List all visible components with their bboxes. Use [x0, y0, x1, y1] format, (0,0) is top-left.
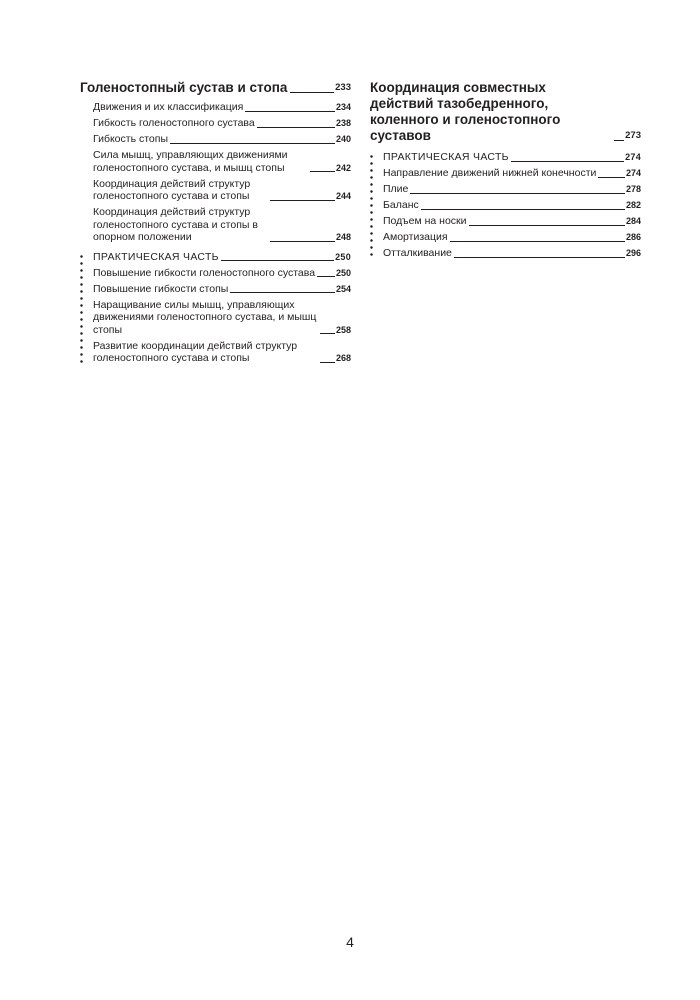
practice-heading[interactable]	[80, 251, 351, 264]
entry-title: Амортизация	[383, 231, 448, 243]
entry-title: Координация действий структур голеностопного сустава и стопы в опорном положении	[93, 206, 258, 243]
entry-title: Гибкость голеностопного сустава	[93, 117, 255, 129]
toc-entry[interactable]	[80, 101, 351, 114]
entry-page: 278	[625, 184, 641, 194]
leader-line	[170, 143, 335, 144]
toc-entry[interactable]	[80, 299, 351, 337]
toc-entry[interactable]	[370, 231, 641, 244]
leader-line	[270, 241, 335, 242]
entry-title: Развитие координации действий структур голеностопного сустава и стопы	[93, 339, 298, 364]
practice-heading-title: ПРАКТИЧЕСКАЯ ЧАСТЬ	[383, 151, 509, 163]
entry-page: 238	[335, 118, 351, 128]
entry-page: 248	[335, 232, 351, 242]
leader-line	[469, 225, 625, 226]
entry-title: Отталкивание	[383, 247, 452, 259]
leader-line	[450, 241, 625, 242]
leader-line	[320, 362, 335, 363]
entry-page: 240	[335, 134, 351, 144]
toc-entry[interactable]	[80, 149, 351, 174]
entry-page: 244	[335, 191, 351, 201]
entry-title: Наращивание силы мышц, управляющих движениями голеностопного сустава, и мышц стопы	[93, 298, 317, 336]
entry-title: Повышение гибкости стопы	[93, 282, 229, 295]
practice-heading-page: 274	[625, 152, 641, 162]
leader-line	[270, 200, 335, 201]
chapter-title: Голеностопный сустав и стопа	[80, 80, 288, 95]
entry-page: 268	[335, 353, 351, 363]
leader-line	[320, 333, 335, 334]
entry-title: Баланс	[383, 199, 419, 211]
leader-line	[245, 111, 335, 112]
chapter-title: Координация совместных действий тазобедренного, коленного и голеностопного суставов	[370, 80, 561, 143]
entry-title: Сила мышц, управляющих движениями голеностопного сустава, и мышц стопы	[93, 149, 288, 174]
entry-title: Повышение гибкости голеностопного сустава	[93, 266, 316, 279]
chapter-page: 233	[335, 82, 351, 93]
toc-entry[interactable]	[370, 199, 641, 212]
toc-entry[interactable]	[370, 167, 641, 180]
entry-page: 286	[625, 232, 641, 242]
leader-line	[230, 292, 335, 293]
toc-entry[interactable]	[80, 117, 351, 130]
practice-heading-title: ПРАКТИЧЕСКАЯ ЧАСТЬ	[93, 250, 219, 263]
practice-heading[interactable]	[370, 151, 641, 164]
leader-line	[598, 177, 625, 178]
leader-line	[421, 209, 625, 210]
toc-column-left	[80, 80, 351, 368]
leader-line	[410, 193, 625, 194]
toc-entry[interactable]	[80, 340, 351, 365]
leader-line	[454, 257, 625, 258]
page-number: 4	[346, 934, 354, 950]
toc-entry[interactable]	[370, 247, 641, 260]
leader-line	[290, 92, 334, 93]
dotted-marker	[370, 153, 373, 260]
practice-section	[370, 151, 641, 260]
toc-entry[interactable]	[80, 283, 351, 296]
practice-heading-page: 250	[335, 251, 351, 262]
leader-line	[310, 171, 335, 172]
entry-title: Гибкость стопы	[93, 133, 168, 145]
toc-entry[interactable]	[80, 178, 351, 203]
entry-title: Координация действий структур голеностопного сустава и стопы	[93, 177, 251, 202]
practice-section	[80, 251, 351, 365]
entry-page: 274	[625, 168, 641, 178]
entry-page: 296	[625, 248, 641, 258]
toc-chapter-coordination[interactable]	[370, 80, 641, 144]
leader-line	[511, 161, 624, 162]
entry-page: 282	[625, 200, 641, 210]
toc-chapter-ankle[interactable]	[80, 80, 351, 96]
entry-page: 284	[625, 216, 641, 226]
entry-title: Подъем на носки	[383, 215, 467, 227]
entry-page: 242	[335, 162, 351, 173]
entry-page: 250	[335, 267, 351, 278]
toc-entry[interactable]	[80, 206, 351, 244]
toc-entry[interactable]	[80, 267, 351, 280]
entry-title: Направление движений нижней конечности	[383, 167, 597, 179]
toc-entry[interactable]	[370, 183, 641, 196]
entry-title: Движения и их классификация	[93, 101, 244, 113]
leader-line	[257, 127, 335, 128]
leader-line	[317, 276, 335, 277]
toc-column-right	[370, 80, 641, 263]
toc-entry[interactable]	[80, 133, 351, 146]
toc-entry[interactable]	[370, 215, 641, 228]
chapter-page: 273	[625, 130, 641, 141]
leader-line	[614, 140, 624, 141]
entry-page: 254	[335, 283, 351, 294]
leader-line	[221, 260, 334, 261]
entry-title: Плие	[383, 183, 409, 195]
entry-page: 258	[335, 324, 351, 335]
dotted-marker	[80, 253, 83, 365]
entry-page: 234	[335, 102, 351, 112]
